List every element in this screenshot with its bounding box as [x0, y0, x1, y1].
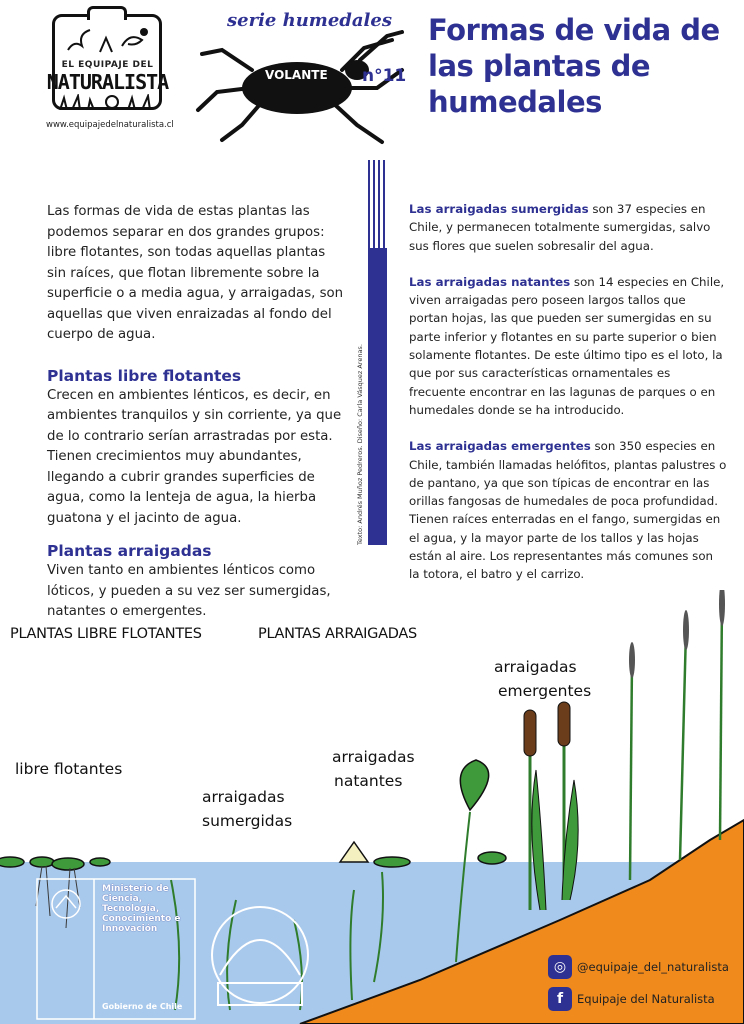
right-column [409, 200, 727, 602]
instagram-handle: @equipaje_del_naturalista [577, 960, 729, 974]
facebook-icon: f [548, 987, 572, 1011]
government-footer: Gobierno de Chile [102, 1002, 183, 1011]
reed-plumes [629, 590, 725, 678]
label-natantes-2: natantes [334, 772, 403, 790]
label-sumergidas-2: sumergidas [202, 812, 293, 830]
group-arraigadas: PLANTAS ARRAIGADAS [258, 626, 417, 642]
facebook-page: Equipaje del Naturalista [577, 992, 715, 1006]
beetle-icon [192, 30, 407, 145]
label-natantes-1: arraigadas [332, 748, 415, 766]
label-emergentes-2: emergentes [498, 682, 592, 700]
text-natantes: son 14 especies en Chile, viven arraigadas pero poseen largos tallos que portan hojas, las que pueden ser sumergidas en su parte inferior y flotantes en su parte superior o bien solamente flotantes. De este último tipo es el loto, la que por sus características ornamentales es frecuente encontrar en las lagunas de parques o en humedales donde se ha introducido. [409, 274, 725, 417]
intro-paragraph: Las formas de vida de estas plantas las podemos separar en dos grandes grupos: libre flotantes, son todas aquellas plantas sin raíces, que flotan libremente sobre la superficie o a media agua, y arraigadas, son aquellas que viven enraizadas al fondo del cuerpo de agua. [47, 204, 344, 342]
label-emergentes-1: arraigadas [494, 658, 577, 676]
naturalista-logo [40, 8, 175, 120]
ministry-name: Ministerio de Ciencia, Tecnología, Conocimiento e Innovación [102, 884, 181, 934]
paragraph-emergentes [409, 437, 727, 583]
column-divider [368, 160, 387, 545]
page-title: Formas de vida de las plantas de humedales [428, 13, 720, 119]
logo-line2: NATURALISTA [46, 70, 169, 94]
cea-logo [200, 895, 320, 1015]
text-sumergidas: son 37 especies en Chile, y permanecen totalmente sumergidas, salvo sus flores que suelen sobresalir del agua. [409, 202, 711, 253]
left-column [47, 202, 347, 623]
heading-libre-flotantes: Plantas libre flotantes [47, 366, 242, 385]
label-sumergidas-1: arraigadas [202, 788, 285, 806]
credits: Texto: Andrés Muñoz Pedreros. Diseño: Carla Vásquez Arenas. [356, 344, 364, 545]
label-libre-flotantes: libre flotantes [15, 760, 123, 778]
paragraph-libre-flotantes: Crecen en ambientes lénticos, es decir, en ambientes tranquilos y sin corriente, ya que de lo contrario serían arrastradas por esta. Tienen crecimientos muy abundantes, llegando a cubrir grandes superficies de agua, como la lenteja de agua, la hierba guatona y el jacinto de agua. [47, 387, 342, 526]
volante-label: VOLANTE [265, 68, 328, 82]
suitcase-handle [87, 6, 127, 20]
text-emergentes: son 350 especies en Chile, también llamadas helófitos, plantas palustres o de pantano, ya que son típicas de encontrar en las orillas fangosas de humedales de poca profundidad. Tienen raíces enterradas en el fango, sumergidas en el agua, y la mayor parte de los tallos y las hojas están al aire. Los representantes más comunes son la totora, el batro y el carrizo. [409, 439, 727, 582]
government-logo [36, 878, 196, 1020]
group-libre-flotantes: PLANTAS LIBRE FLOTANTES [10, 626, 202, 642]
series-label: serie humedales [227, 10, 392, 31]
grass-icon [58, 94, 158, 110]
social-links [548, 955, 729, 1019]
site-url[interactable]: www.equipajedelnaturalista.cl [46, 120, 174, 130]
birds-icon [60, 22, 156, 58]
emergent-reeds [630, 600, 722, 880]
highlight-emergentes: Las arraigadas emergentes [409, 439, 591, 454]
paragraph-natantes [409, 273, 727, 419]
highlight-sumergidas: Las arraigadas sumergidas [409, 202, 589, 216]
heading-arraigadas: Plantas arraigadas [47, 542, 212, 560]
highlight-natantes: Las arraigadas natantes [409, 274, 571, 289]
issue-number: n°11 [362, 66, 407, 86]
paragraph-sumergidas [409, 200, 727, 255]
instagram-link[interactable] [548, 955, 729, 979]
instagram-icon: ◎ [548, 955, 572, 979]
paragraph-arraigadas: Viven tanto en ambientes lénticos como lóticos, y pueden a su vez ser sumergidas, natantes o emergentes. [47, 563, 331, 619]
logo-line1: EL EQUIPAJE DEL [61, 60, 154, 70]
facebook-link[interactable] [548, 987, 729, 1011]
